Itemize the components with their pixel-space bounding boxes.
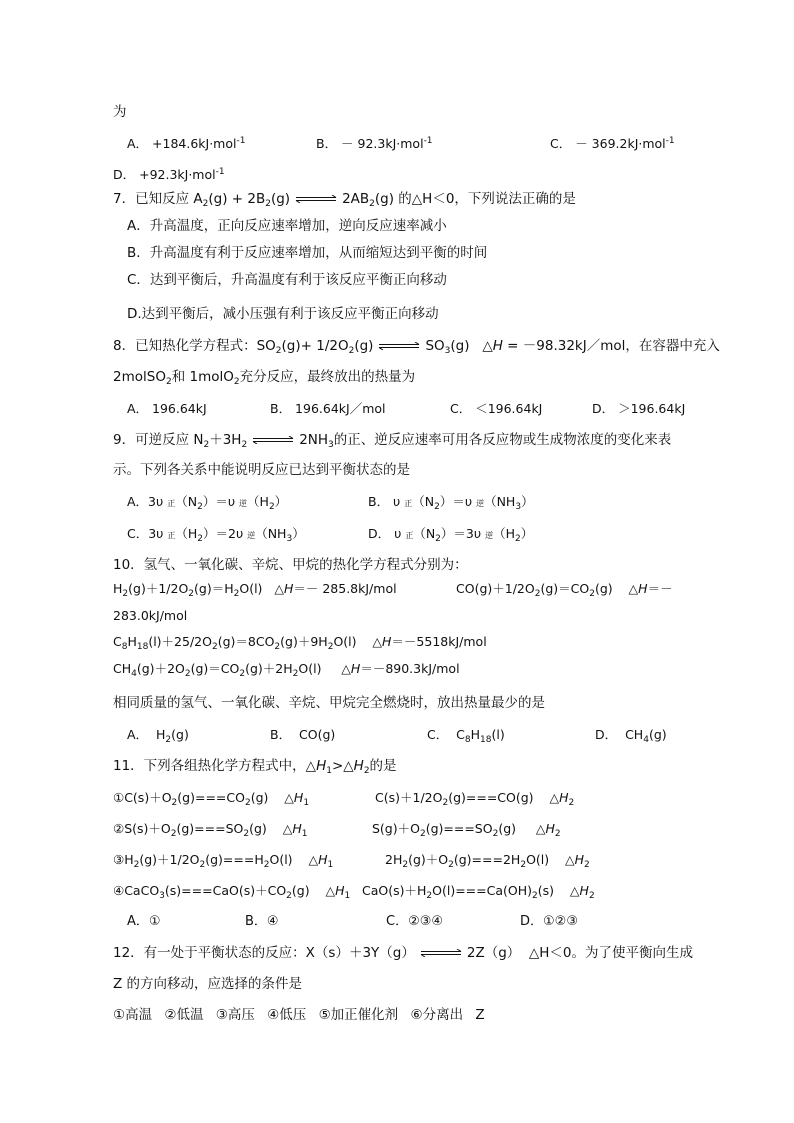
q6-option-a: A． +184.6kJ·mol$^{-1}$ (127, 136, 246, 151)
q9-option-a: A．3υ 正$(N_2)=\upsilon$ 逆$(H_2)$ (127, 494, 288, 512)
q7-stem: 7．已知反应 $A_2(g) + 2B_2(g)$ $2AB_2(g)$ 的△H＜0，下列说法正确的是 (113, 191, 576, 209)
q10-option-b: B． CO(g) (270, 727, 336, 742)
q10-eq-co-value: 283.0kJ/mol (113, 608, 188, 623)
q11-option-c: C．②③④ (386, 914, 444, 929)
q8-option-a: A． 196.64kJ (127, 401, 207, 416)
q11-row3-right: $2H_2(g)+O_2(g)===2H_2O(l)$ $\triangle H_2$ (385, 852, 590, 870)
q12-stem-line2: Z 的方向移动，应选择的条件是 (113, 976, 303, 992)
q8-stem-line2: 2molSO$_2$和 1molO$_2$充分反应，最终放出的热量为 (113, 369, 416, 387)
q6-option-b: B． － 92.3kJ·mol$^{-1}$ (316, 136, 433, 151)
q11-option-a: A．① (127, 914, 161, 929)
q10-eq-h2: $H_2(g)+1/2O_2(g)=H_2O(l)$ △H＝－ 285.8kJ/mol (113, 581, 397, 599)
q11-option-b: B．④ (245, 914, 279, 929)
q8-option-b: B． 196.64kJ／mol (270, 401, 386, 416)
q6-tail: 为 (113, 104, 127, 120)
q12-conditions: ①高温 ②低温 ③高压 ④低压 ⑤加正催化剂 ⑥分离出 Z (113, 1007, 485, 1023)
q9-stem-line2: 示。下列各关系中能说明反应已达到平衡状态的是 (113, 462, 410, 478)
q11-row4-left: $④CaCO_3(s)===CaO(s)+CO_2(g)$ $\triangle H_1$ (113, 883, 351, 901)
q11-row4-right: $CaO(s)+H_2O(l)===Ca(OH)_2(s)$ $\triangle H_2$ (362, 883, 595, 901)
q10-option-d: D． $CH_4(g)$ (595, 727, 667, 745)
q6-option-d: D． +92.3kJ·mol$^{-1}$ (113, 167, 225, 182)
q6-option-c: C． － 369.2kJ·mol$^{-1}$ (550, 136, 675, 151)
q10-eq-methane: $CH_4(g)+2O_2(g)=CO_2(g)+2H_2O(l)$ △H＝－890.3kJ/mol (113, 661, 460, 679)
q10-eq-octane: $C_8H_{18}(l)+25/2O_2(g)=8CO_2(g)+9H_2O(l)$ △H＝－5518kJ/mol (113, 634, 487, 652)
q11-row2-left: $②S(s)+O_2(g)===SO_2(g)$ $\triangle H_1$ (113, 821, 308, 839)
equilibrium-arrow-icon (419, 949, 463, 957)
q10-eq-co: $CO(g)+1/2O_2(g)=CO_2(g)$ △H＝－ (456, 581, 673, 599)
equilibrium-arrow-icon (251, 436, 295, 444)
q8-option-d: D． ＞196.64kJ (592, 401, 686, 416)
q7-option-c: C．达到平衡后，升高温度有利于该反应平衡正向移动 (127, 272, 447, 288)
q11-row1-right: $C(s)+1/2O_2(g)===CO(g)$ $\triangle H_2$ (375, 790, 575, 808)
q11-option-d: D．①②③ (520, 914, 578, 929)
q7-option-a: A．升高温度，正向反应速率增加，逆向反应速率减小 (127, 218, 447, 234)
q11-row1-left: $①C(s)+O_2(g)===CO_2(g)$ $\triangle H_1$ (113, 790, 310, 808)
q8-option-c: C． ＜196.64kJ (450, 401, 543, 416)
q9-option-c: C．3υ 正$(H_2)=2\upsilon$ 逆$(NH_3)$ (127, 526, 305, 544)
q9-stem-line1: 9．可逆反应 $N_2+3H_2$ $2NH_3$的正、逆反应速率可用各反应物或生成物浓度的变化来表 (113, 432, 672, 450)
q7-option-b: B．升高温度有利于反应速率增加，从而缩短达到平衡的时间 (127, 245, 488, 261)
q7-option-d: D.达到平衡后，减小压强有利于该反应平衡正向移动 (127, 306, 439, 322)
q11-stem: 11．下列各组热化学方程式中，$\triangle H_1>\triangle H_2$的是 (113, 758, 397, 776)
q11-row2-right: $S(g)+O_2(g)===SO_2(g)$ $\triangle H_2$ (372, 821, 561, 839)
q10-stem: 10．氢气、一氧化碳、辛烷、甲烷的热化学方程式分别为： (113, 557, 468, 573)
equilibrium-arrow-icon (377, 342, 421, 350)
q10-option-c: C． $C_8H_{18}(l)$ (427, 727, 505, 745)
q9-option-d: D． υ 正$(N_2)=3\upsilon$ 逆$(H_2)$ (368, 526, 534, 544)
equilibrium-arrow-icon (294, 195, 338, 203)
q9-option-b: B． υ 正$(N_2)=\upsilon$ 逆$(NH_3)$ (368, 494, 534, 512)
q12-stem-line1: 12．有一处于平衡状态的反应：X（s）＋3Y（g） 2Z（g） △H＜0。为了使平衡向生成 (113, 945, 693, 961)
q11-row3-left: $③H_2(g)+1/2O_2(g)===H_2O(l)$ $\triangle H_1$ (113, 852, 334, 870)
q10-question: 相同质量的氢气、一氧化碳、辛烷、甲烷完全燃烧时，放出热量最少的是 (113, 695, 545, 711)
q10-option-a: A． $H_2(g)$ (127, 727, 189, 745)
q8-stem-line1: 8．已知热化学方程式：$SO_2(g)+ 1/2O_2(g)$ $SO_3(g)$ △H = －98.32kJ／mol，在容器中充入 (113, 338, 720, 356)
